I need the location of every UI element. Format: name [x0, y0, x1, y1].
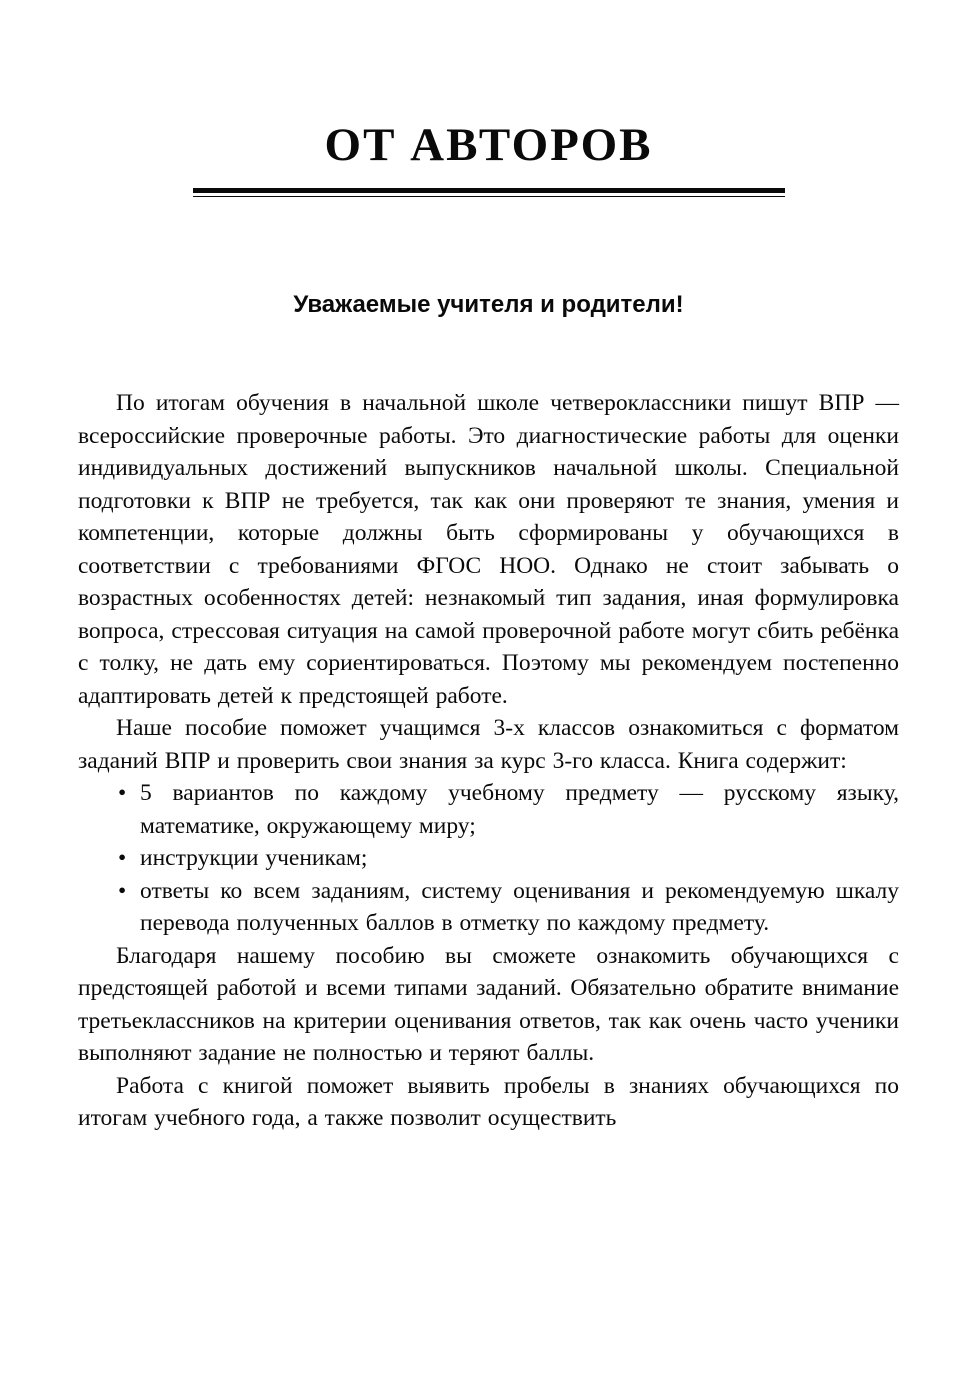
list-item-text: ответы ко всем заданиям, систему оценивания и рекомендуемую шкалу перевода полученных баллов в отметку по каждому предмету.	[140, 877, 899, 936]
list-item	[78, 842, 899, 875]
book-contents-list	[78, 777, 899, 940]
page-title: ОТ АВТОРОВ	[324, 119, 653, 171]
list-item-text: 5 вариантов по каждому учебному предмету — русскому языку, математике, окружающему миру;	[140, 780, 899, 839]
paragraph-benefits: Благодаря нашему пособию вы сможете ознакомить обучающихся с предстоящей работой и всеми типами заданий. Обязательно обратите внимание третьеклассников на критерии оценивания ответов, так как очень часто ученики выполняют задание не полностью и теряют баллы.	[78, 942, 899, 1066]
bullet-icon: •	[118, 845, 127, 871]
paragraph-book-contents-lead: Наше пособие поможет учащимся 3-х классов ознакомиться с форматом заданий ВПР и проверить свои знания за курс 3-го класса. Книга содержит:	[78, 715, 899, 774]
bullet-icon: •	[118, 780, 127, 806]
list-item	[78, 875, 899, 940]
divider-thick-rule	[193, 188, 785, 193]
bullet-icon: •	[118, 877, 127, 904]
paragraph-closing: Работа с книгой поможет выявить пробелы в знаниях обучающихся по итогам учебного года, а также позволит осуществить	[78, 1072, 899, 1131]
body-text	[78, 387, 899, 1135]
list-item-text: инструкции ученикам;	[140, 845, 368, 871]
list-item	[78, 777, 899, 842]
title-divider	[193, 188, 785, 197]
salutation-heading: Уважаемые учителя и родители!	[293, 291, 684, 318]
divider-thin-rule	[193, 196, 785, 197]
paragraph-intro: По итогам обучения в начальной школе четвероклассники пишут ВПР — всероссийские проверочные работы. Это диагностические работы для оценки индивидуальных достижений выпускников начальной школы. Специальной подготовки к ВПР не требуется, так как они проверяют те знания, умения и компетенции, которые должны быть сформированы у обучающихся в соответствии с требованиями ФГОС НОО. Однако не стоит забывать о возрастных особенностях детей: незнакомый тип задания, иная формулировка вопроса, стрессовая ситуация на самой проверочной работе могут сбить ребёнка с толку, не дать ему сориентироваться. Поэтому мы рекомендуем постепенно адаптировать детей к предстоящей работе.	[78, 390, 899, 709]
